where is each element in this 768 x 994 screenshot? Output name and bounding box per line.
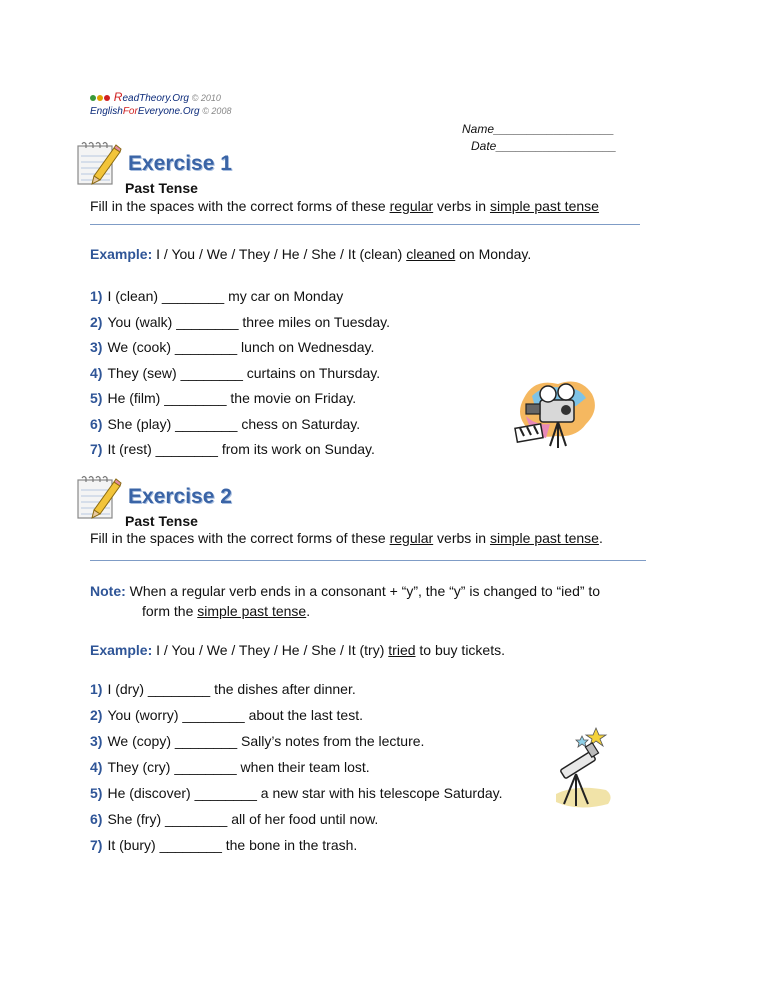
exercise2-note-line1 <box>90 583 600 599</box>
example-text-end: to buy tickets. <box>415 642 505 658</box>
exercise2-item-2 <box>90 707 363 723</box>
movie-camera-icon <box>512 376 600 452</box>
exercise2-item-3 <box>90 733 424 749</box>
brand-english: English <box>90 106 123 117</box>
note-label: Note: <box>90 583 126 599</box>
brand-copyright-2008: © 2008 <box>202 106 232 116</box>
item-number: 4) <box>90 759 103 775</box>
exercise2-example <box>90 642 505 658</box>
notepad-pencil-icon <box>74 140 122 188</box>
item-text[interactable]: She (play) ________ chess on Saturday. <box>107 415 361 432</box>
date-field[interactable]: Date__________________ <box>471 139 617 153</box>
item-text[interactable]: We (cook) ________ lunch on Wednesday. <box>107 339 375 355</box>
example-text-end: on Monday. <box>455 246 532 262</box>
brand-for: For <box>122 106 138 117</box>
exercise1-subtitle: Past Tense <box>125 180 198 196</box>
instr-text: Fill in the spaces with the correct forms of these <box>90 198 390 214</box>
item-number: 1) <box>90 681 103 697</box>
exercise2-title: Exercise 2 <box>128 485 232 508</box>
item-text[interactable]: They (sew) ________ curtains on Thursday. <box>107 364 381 381</box>
item-number: 5) <box>90 785 103 801</box>
green-dot-icon <box>90 95 96 101</box>
exercise1-divider <box>90 224 640 225</box>
instr-text: verbs in <box>433 198 490 214</box>
item-text[interactable]: You (worry) ________ about the last test. <box>107 707 363 723</box>
yellow-dot-icon <box>97 95 103 101</box>
brand-readtheory: eadTheory.Org <box>122 93 189 104</box>
item-number: 3) <box>90 339 103 355</box>
note-text: When a regular verb ends in a consonant + “y”, the “y” is changed to “ied” to <box>125 583 601 599</box>
brand-org: .Org <box>180 106 200 117</box>
exercise1-item-2 <box>90 314 390 330</box>
exercise1-item-5 <box>90 390 356 406</box>
exercise2-subtitle: Past Tense <box>125 513 198 529</box>
instr-text: verbs in <box>433 530 490 546</box>
instr-simple-past: simple past tense <box>489 530 599 546</box>
exercise1-instructions <box>90 198 599 214</box>
instr-text: Fill in the spaces with the correct forms of these <box>90 530 390 546</box>
item-text[interactable]: You (walk) ________ three miles on Tuesday. <box>107 313 390 330</box>
item-text[interactable]: They (cry) ________ when their team lost. <box>107 759 370 775</box>
note-text: form the <box>142 603 198 619</box>
item-text[interactable]: He (discover) ________ a new star with his telescope Saturday. <box>107 785 503 801</box>
exercise1-item-4 <box>90 365 380 381</box>
instr-regular: regular <box>389 198 434 214</box>
item-number: 6) <box>90 415 103 432</box>
brand-r: R <box>113 90 123 104</box>
note-end: . <box>306 603 311 619</box>
exercise2-divider <box>90 560 646 561</box>
exercise1-example <box>90 246 531 262</box>
instr-regular: regular <box>389 530 434 546</box>
example-text: I / You / We / They / He / She / It (clean) <box>152 246 407 262</box>
item-number: 5) <box>90 390 103 406</box>
red-dot-icon <box>104 95 110 101</box>
item-text[interactable]: I (clean) ________ my car on Monday <box>107 288 344 304</box>
example-answer: cleaned <box>406 246 456 262</box>
item-number: 7) <box>90 441 103 457</box>
example-text: I / You / We / They / He / She / It (try) <box>152 642 389 658</box>
exercise2-note-line2 <box>142 603 310 619</box>
brand-everyone: Everyone <box>137 106 181 117</box>
item-text[interactable]: It (bury) ________ the bone in the trash. <box>107 837 358 853</box>
englishforeveryone-brand <box>90 106 231 117</box>
exercise2-item-5 <box>90 785 503 801</box>
exercise1-title: Exercise 1 <box>128 152 232 175</box>
item-text[interactable]: I (dry) ________ the dishes after dinner. <box>107 681 356 697</box>
example-label: Example: <box>90 642 153 658</box>
notepad-pencil-icon <box>74 474 122 522</box>
item-number: 7) <box>90 837 103 853</box>
telescope-icon <box>552 724 614 810</box>
exercise1-item-6 <box>90 416 360 432</box>
item-number: 2) <box>90 313 103 330</box>
item-text[interactable]: He (film) ________ the movie on Friday. <box>107 390 357 406</box>
item-number: 2) <box>90 707 103 723</box>
exercise2-item-6 <box>90 811 378 827</box>
note-simple-past: simple past tense <box>197 603 307 619</box>
exercise2-item-1 <box>90 681 356 697</box>
exercise1-item-7 <box>90 441 375 457</box>
item-number: 4) <box>90 364 103 381</box>
readtheory-brand <box>90 90 221 104</box>
example-answer: tried <box>388 642 416 658</box>
exercise2-instructions <box>90 530 603 546</box>
instr-simple-past: simple past tense <box>489 198 599 214</box>
exercise1-item-1 <box>90 288 343 304</box>
item-number: 1) <box>90 288 103 304</box>
exercise2-item-4 <box>90 759 370 775</box>
item-text[interactable]: We (copy) ________ Sally’s notes from the lecture. <box>107 733 425 749</box>
exercise2-item-7 <box>90 837 357 853</box>
brand-copyright-2010: © 2010 <box>191 93 221 103</box>
instr-end: . <box>598 530 603 546</box>
item-text[interactable]: It (rest) ________ from its work on Sunday. <box>107 441 375 457</box>
item-number: 3) <box>90 733 103 749</box>
exercise1-item-3 <box>90 339 374 355</box>
item-number: 6) <box>90 811 103 827</box>
item-text[interactable]: She (fry) ________ all of her food until now. <box>107 811 379 827</box>
example-label: Example: <box>90 246 153 262</box>
name-field[interactable]: Name__________________ <box>462 122 615 136</box>
